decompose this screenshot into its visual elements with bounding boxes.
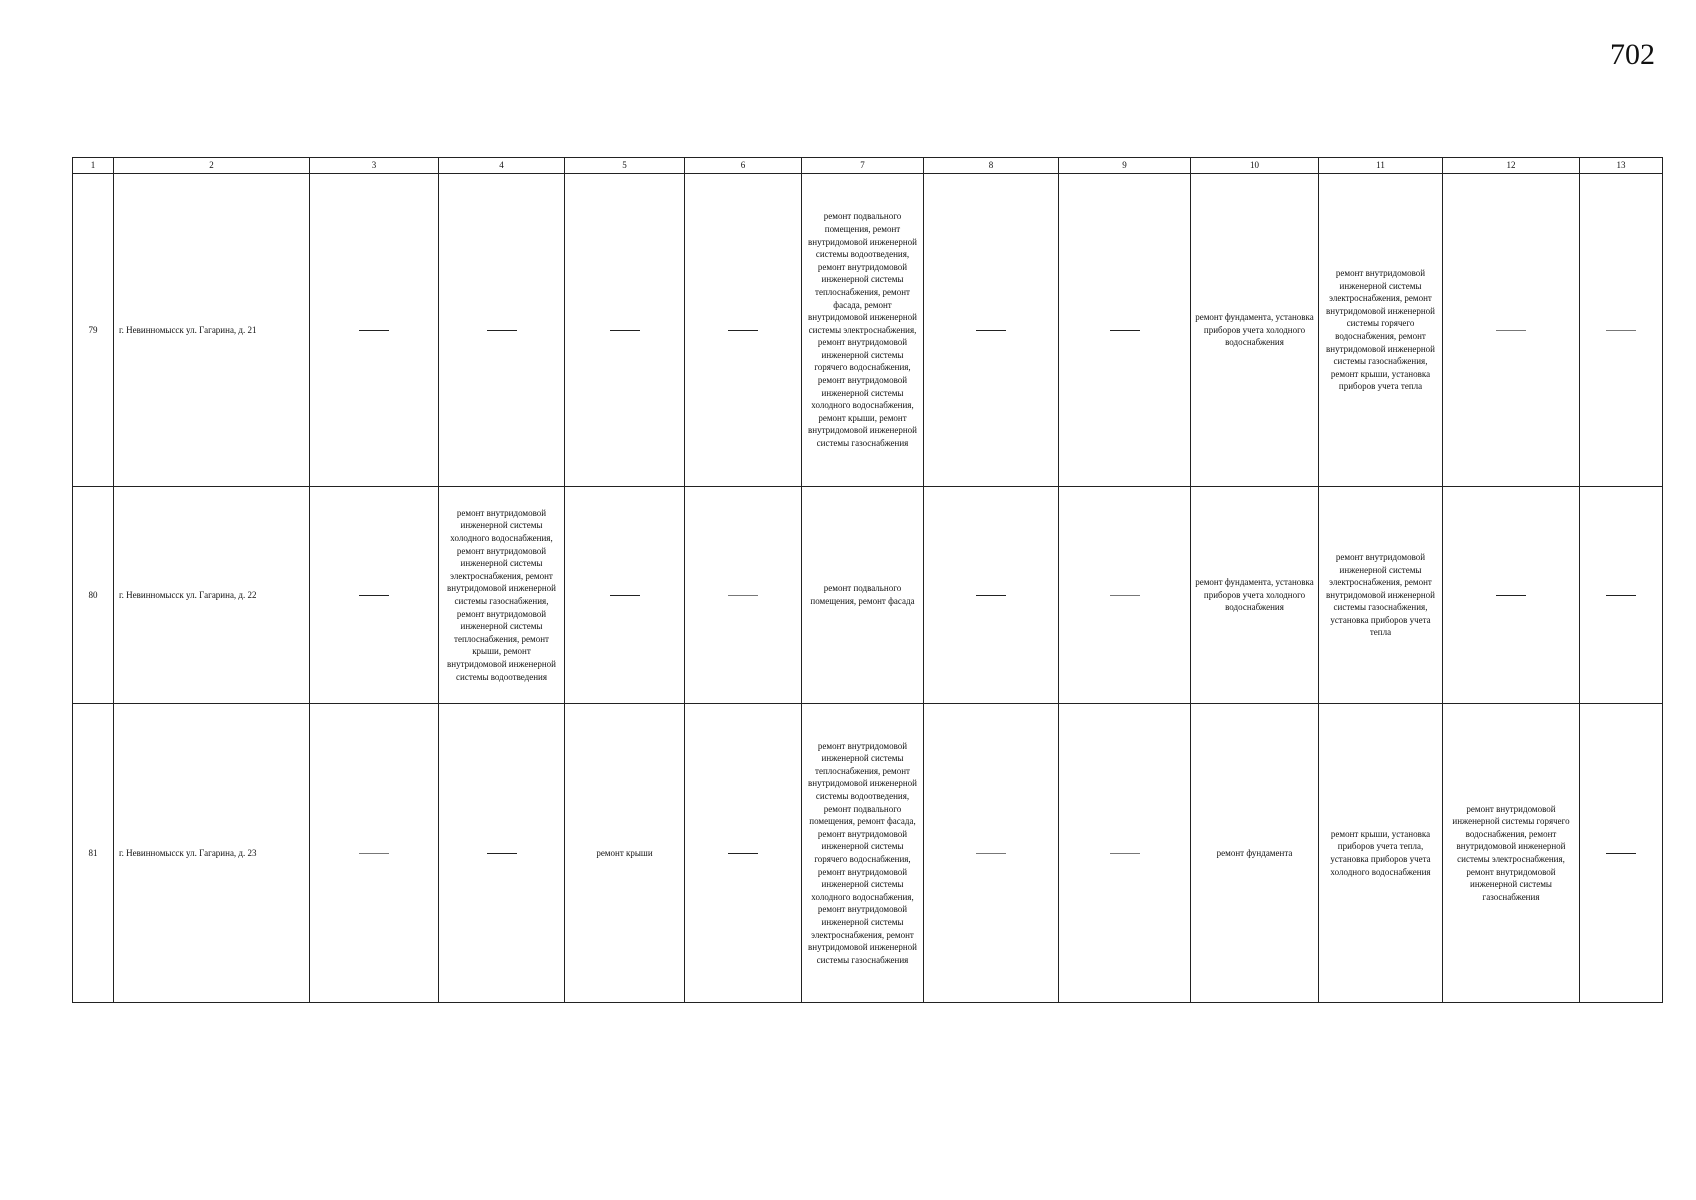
dash-cell (924, 704, 1059, 1003)
works-cell: ремонт внутридомовой инженерной системы горячего водоснабжения, ремонт внутридомовой инженерной системы электроснабжения, ремонт внутридомовой инженерной системы газоснабжения (1443, 704, 1580, 1003)
dash-cell (1580, 174, 1663, 487)
dash-mark (1606, 853, 1636, 854)
works-cell: ремонт внутридомовой инженерной системы электроснабжения, ремонт внутридомовой инженерной системы газоснабжения, установка приборов учета тепла (1319, 487, 1443, 704)
works-cell: ремонт внутридомовой инженерной системы электроснабжения, ремонт внутридомовой инженерной системы горячего водоснабжения, ремонт внутридомовой инженерной системы газоснабжения, ремонт крыши, установка приборов учета тепла (1319, 174, 1443, 487)
column-header: 8 (924, 158, 1059, 174)
dash-cell (1059, 174, 1191, 487)
column-header: 5 (565, 158, 685, 174)
dash-mark (728, 330, 758, 331)
dash-cell (1580, 704, 1663, 1003)
row-number: 81 (73, 704, 114, 1003)
dash-mark (728, 853, 758, 854)
column-header: 4 (439, 158, 565, 174)
works-cell: ремонт внутридомовой инженерной системы холодного водоснабжения, ремонт внутридомовой инженерной системы электроснабжения, ремонт внутридомовой инженерной системы газоснабжения, ремонт внутридомовой инженерной системы теплоснабжения, ремонт крыши, ремонт внутридомовой инженерной системы водоотведения (439, 487, 565, 704)
column-header: 3 (310, 158, 439, 174)
works-cell: ремонт крыши (565, 704, 685, 1003)
dash-mark (1496, 330, 1526, 331)
header-row (73, 158, 1663, 174)
column-header: 6 (685, 158, 802, 174)
dash-mark (1110, 853, 1140, 854)
dash-mark (359, 853, 389, 854)
column-header: 7 (802, 158, 924, 174)
works-cell: ремонт фундамента (1191, 704, 1319, 1003)
dash-cell (310, 174, 439, 487)
works-cell: ремонт крыши, установка приборов учета тепла, установка приборов учета холодного водоснабжения (1319, 704, 1443, 1003)
dash-cell (310, 487, 439, 704)
dash-cell (1443, 487, 1580, 704)
works-cell: ремонт фундамента, установка приборов учета холодного водоснабжения (1191, 174, 1319, 487)
dash-mark (1606, 330, 1636, 331)
column-header: 11 (1319, 158, 1443, 174)
dash-mark (1496, 595, 1526, 596)
table-row (73, 704, 1663, 1003)
dash-cell (1443, 174, 1580, 487)
table-row (73, 174, 1663, 487)
column-header: 10 (1191, 158, 1319, 174)
dash-mark (1606, 595, 1636, 596)
address-cell: г. Невинномысск ул. Гагарина, д. 22 (114, 487, 310, 704)
dash-cell (685, 704, 802, 1003)
dash-cell (1059, 487, 1191, 704)
dash-mark (976, 330, 1006, 331)
dash-cell (1059, 704, 1191, 1003)
dash-cell (685, 487, 802, 704)
address-cell: г. Невинномысск ул. Гагарина, д. 23 (114, 704, 310, 1003)
column-header: 9 (1059, 158, 1191, 174)
dash-cell (1580, 487, 1663, 704)
dash-cell (924, 174, 1059, 487)
dash-mark (728, 595, 758, 596)
works-cell: ремонт внутридомовой инженерной системы теплоснабжения, ремонт внутридомовой инженерной системы водоотведения, ремонт подвального помещения, ремонт фасада, ремонт внутридомовой инженерной системы горячего водоснабжения, ремонт внутридомовой инженерной системы холодного водоснабжения, ремонт внутридомовой инженерной системы электроснабжения, ремонт внутридомовой инженерной системы газоснабжения (802, 704, 924, 1003)
address-cell: г. Невинномысск ул. Гагарина, д. 21 (114, 174, 310, 487)
dash-cell (924, 487, 1059, 704)
row-number: 79 (73, 174, 114, 487)
repair-schedule-table (72, 157, 1663, 1003)
row-number: 80 (73, 487, 114, 704)
dash-mark (1110, 330, 1140, 331)
dash-mark (487, 330, 517, 331)
table-row (73, 487, 1663, 704)
dash-mark (359, 330, 389, 331)
dash-cell (565, 174, 685, 487)
column-header: 13 (1580, 158, 1663, 174)
column-header: 2 (114, 158, 310, 174)
dash-mark (487, 853, 517, 854)
dash-mark (359, 595, 389, 596)
works-cell: ремонт фундамента, установка приборов учета холодного водоснабжения (1191, 487, 1319, 704)
works-cell: ремонт подвального помещения, ремонт внутридомовой инженерной системы водоотведения, ремонт внутридомовой инженерной системы теплоснабжения, ремонт фасада, ремонт внутридомовой инженерной системы электроснабжения, ремонт внутридомовой инженерной системы горячего водоснабжения, ремонт внутридомовой инженерной системы холодного водоснабжения, ремонт крыши, ремонт внутридомовой инженерной системы газоснабжения (802, 174, 924, 487)
page-number: 702 (1610, 38, 1655, 71)
column-header: 12 (1443, 158, 1580, 174)
dash-cell (565, 487, 685, 704)
dash-mark (610, 595, 640, 596)
dash-mark (976, 595, 1006, 596)
dash-cell (439, 174, 565, 487)
dash-mark (610, 330, 640, 331)
dash-mark (1110, 595, 1140, 596)
dash-mark (976, 853, 1006, 854)
column-header: 1 (73, 158, 114, 174)
dash-cell (685, 174, 802, 487)
dash-cell (439, 704, 565, 1003)
dash-cell (310, 704, 439, 1003)
works-cell: ремонт подвального помещения, ремонт фасада (802, 487, 924, 704)
